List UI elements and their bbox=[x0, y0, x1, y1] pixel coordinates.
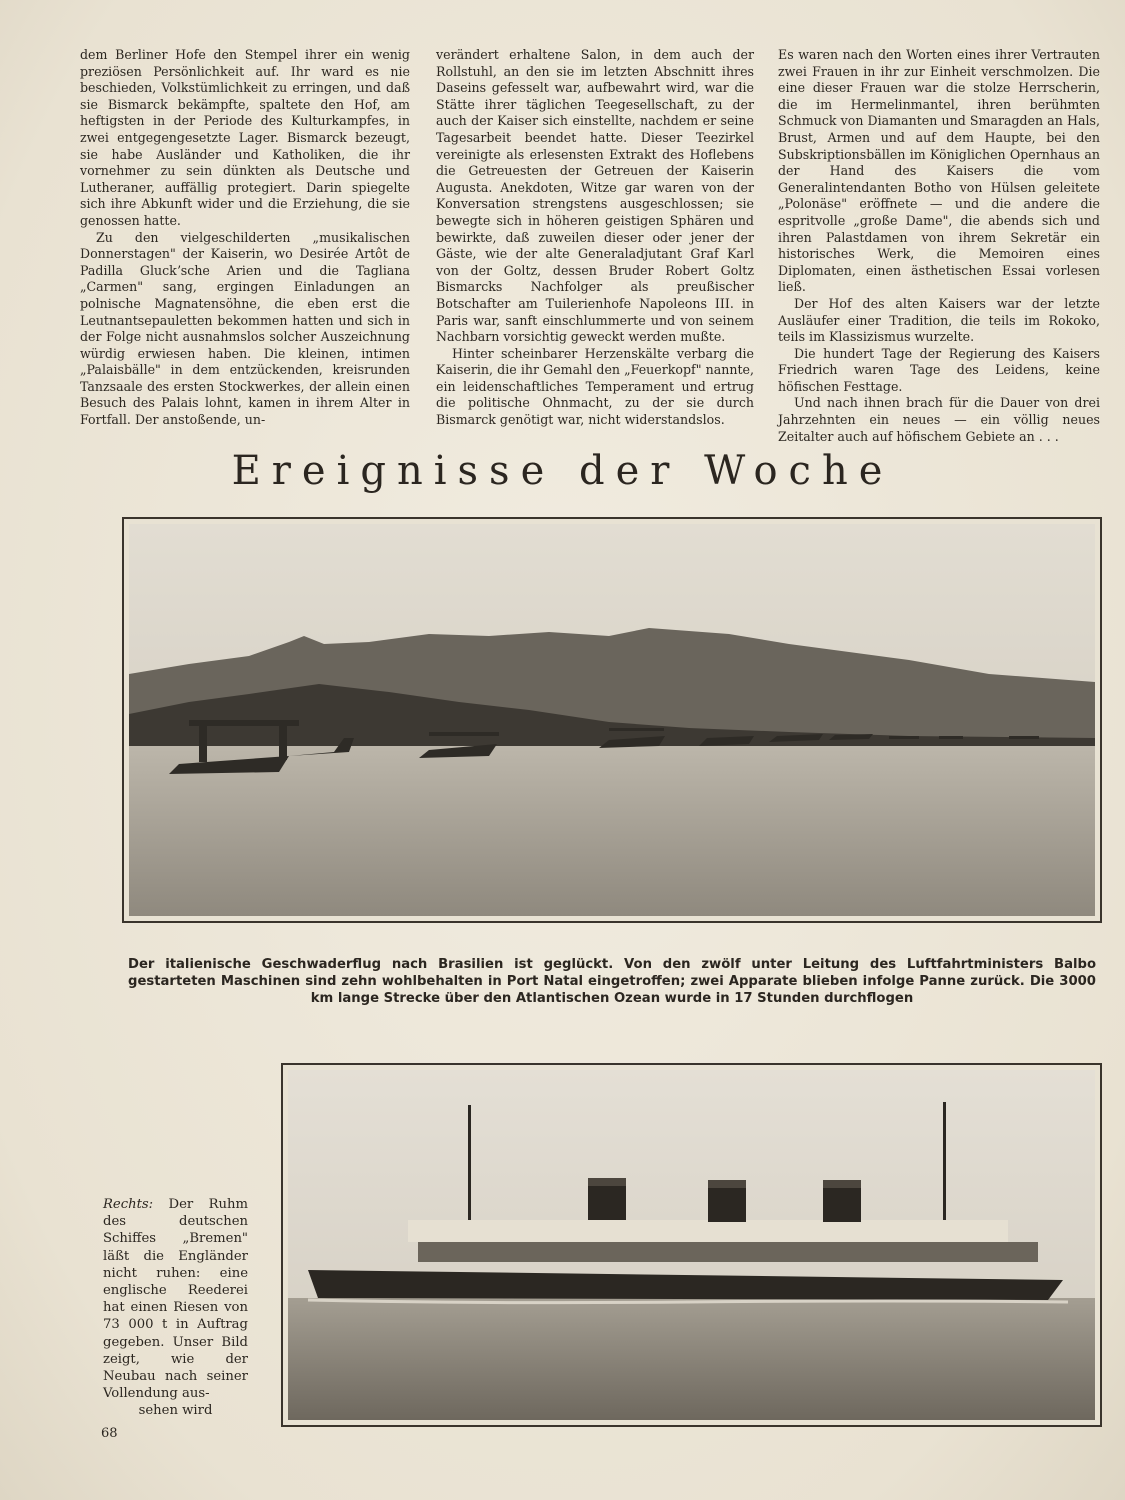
text-column-3 bbox=[778, 47, 1100, 445]
caption-last-line: sehen wird bbox=[138, 1403, 213, 1419]
ocean-liner-photo bbox=[281, 1063, 1102, 1427]
paragraph: verändert erhaltene Salon, in dem auch der Rollstuhl, an den sie im letzten Abschnitt ihres Daseins gefesselt war, aufbewahrt wird, war die Stätte ihrer täglichen Teegesellschaft, zu der auch der Kaiser sich einstellte, nachdem er seine Tagesarbeit beendet hatte. Dieser Teezirkel vereinigte als erlesensten Extrakt des Hoflebens die Getreuesten der Getreuen der Kaiserin Augusta. Anekdoten, Witze gar waren von der Konversation strengstens ausgeschlossen; sie bewegte sich in höheren geistigen Sphären und bewirkte, daß zuweilen dieser oder jener der Gäste, wie der alte Generaladjutant Graf Karl von der Goltz, dessen Bruder Robert Goltz Bismarcks Nachfolger als preußischer Botschafter am Tuilerienhofe Napoleons III. in Paris war, sanft einschlummerte und von seinem Nachbarn vorsichtig geweckt werden mußte. bbox=[436, 47, 754, 345]
paragraph: dem Berliner Hofe den Stempel ihrer ein wenig preziösen Persönlichkeit auf. Ihr ward es nie beschieden, Volkstümlichkeit zu erringen, und daß sie Bismarck bekämpfte, spaltete den Hof, am heftigsten in der Periode des Kulturkampfes, in zwei entgegengesetzte Lager. Bismarck bezeugt, sie habe Ausländer und Katholiken, die ihr vornehmer zu sein dünkten als Deutsche und Lutheraner, auffällig protegiert. Darin spiegelte sich ihre Abkunft wider und die Erziehung, die sie genossen hatte. bbox=[80, 47, 410, 228]
paragraph: Der Hof des alten Kaisers war der letzte Ausläufer einer Tradition, die teils im Rokoko, teils im Klassizismus wurzelte. bbox=[778, 295, 1100, 345]
seaplanes-photo bbox=[122, 517, 1102, 923]
paragraph: Und nach ihnen brach für die Dauer von drei Jahrzehnten ein neues — ein völlig neues Zeitalter auch auf höfischem Gebiete an . . . bbox=[778, 395, 1100, 444]
caption-lead: Rechts: bbox=[103, 1197, 154, 1212]
paragraph: Zu den vielgeschilderten „musikalischen Donnerstagen" der Kaiserin, wo Desirée Artôt de Padilla Gluckʼsche Arien und die Tagliana „Carmen" sang, ergingen Einladungen an polnische Magnatensöhne, die eben erst die Leutnantsepauletten bekommen hatten und sich in der Folge nicht ausnahmslos solcher Auszeichnung würdig erwiesen haben. Die kleinen, intimen „Palaisbälle" in dem entzückenden, kreisrunden Tanzsaale des ersten Stockwerkes, der allein einen Besuch des Palais lohnt, kamen in ihrem Alter in Fortfall. Der anstoßende, un- bbox=[80, 229, 410, 428]
paragraph: Hinter scheinbarer Herzenskälte verbarg die Kaiserin, die ihr Gemahl den „Feuerkopf" nannte, ein leidenschaftliches Temperament und ertrug die politische Ohnmacht, zu der sie durch Bismarck genötigt war, nicht widerstandslos. bbox=[436, 345, 754, 428]
text-column-1 bbox=[80, 47, 410, 429]
paragraph: Es waren nach den Worten eines ihrer Vertrauten zwei Frauen in ihr zur Einheit verschmolzen. Die eine dieser Frauen war die stolze Herrscherin, die im Hermelinmantel, ihren berühmten Schmuck von Diamanten und Smaragden an Hals, Brust, Armen und auf dem Haupte, bei den Subskriptionsbällen im Königlichen Opernhaus an der Hand des Kaisers die vom Generalintendanten Botho von Hülsen geleitete „Polonäse" eröffnete — und die andere die espritvolle „große Dame", die abends sich und ihren Palastdamen von ihrem Sekretär ein historisches Werk, die Memoiren eines Diplomaten, einen ästhetischen Essai vorlesen ließ. bbox=[778, 47, 1100, 295]
page-number: 68 bbox=[101, 1426, 118, 1441]
caption-text: Der Ruhm des deutschen Schiffes „Bremen" läßt die Engländer nicht ruhen: eine englische Reederei hat einen Riesen von 73 000 t in Auftrag gegeben. Unser Bild zeigt, wie der Neubau nach seiner Vollendung aus- bbox=[103, 1197, 248, 1402]
photo-caption-seaplanes: Der italienische Geschwaderflug nach Brasilien ist geglückt. Von den zwölf unter Leitung des Luftfahrtministers Balbo gestarteten Maschinen sind zehn wohlbehalten in Port Natal eingetroffen; zwei Apparate blieben infolge Panne zurück. Die 3000 km lange Strecke über den Atlantischen Ozean wurde in 17 Stunden durchflogen bbox=[128, 957, 1096, 1006]
text-column-2 bbox=[436, 47, 754, 429]
photo-caption-ship bbox=[103, 1196, 248, 1420]
section-heading: Ereignisse der Woche bbox=[231, 448, 894, 494]
paragraph: Die hundert Tage der Regierung des Kaisers Friedrich waren Tage des Leidens, keine höfischen Festtage. bbox=[778, 345, 1100, 394]
